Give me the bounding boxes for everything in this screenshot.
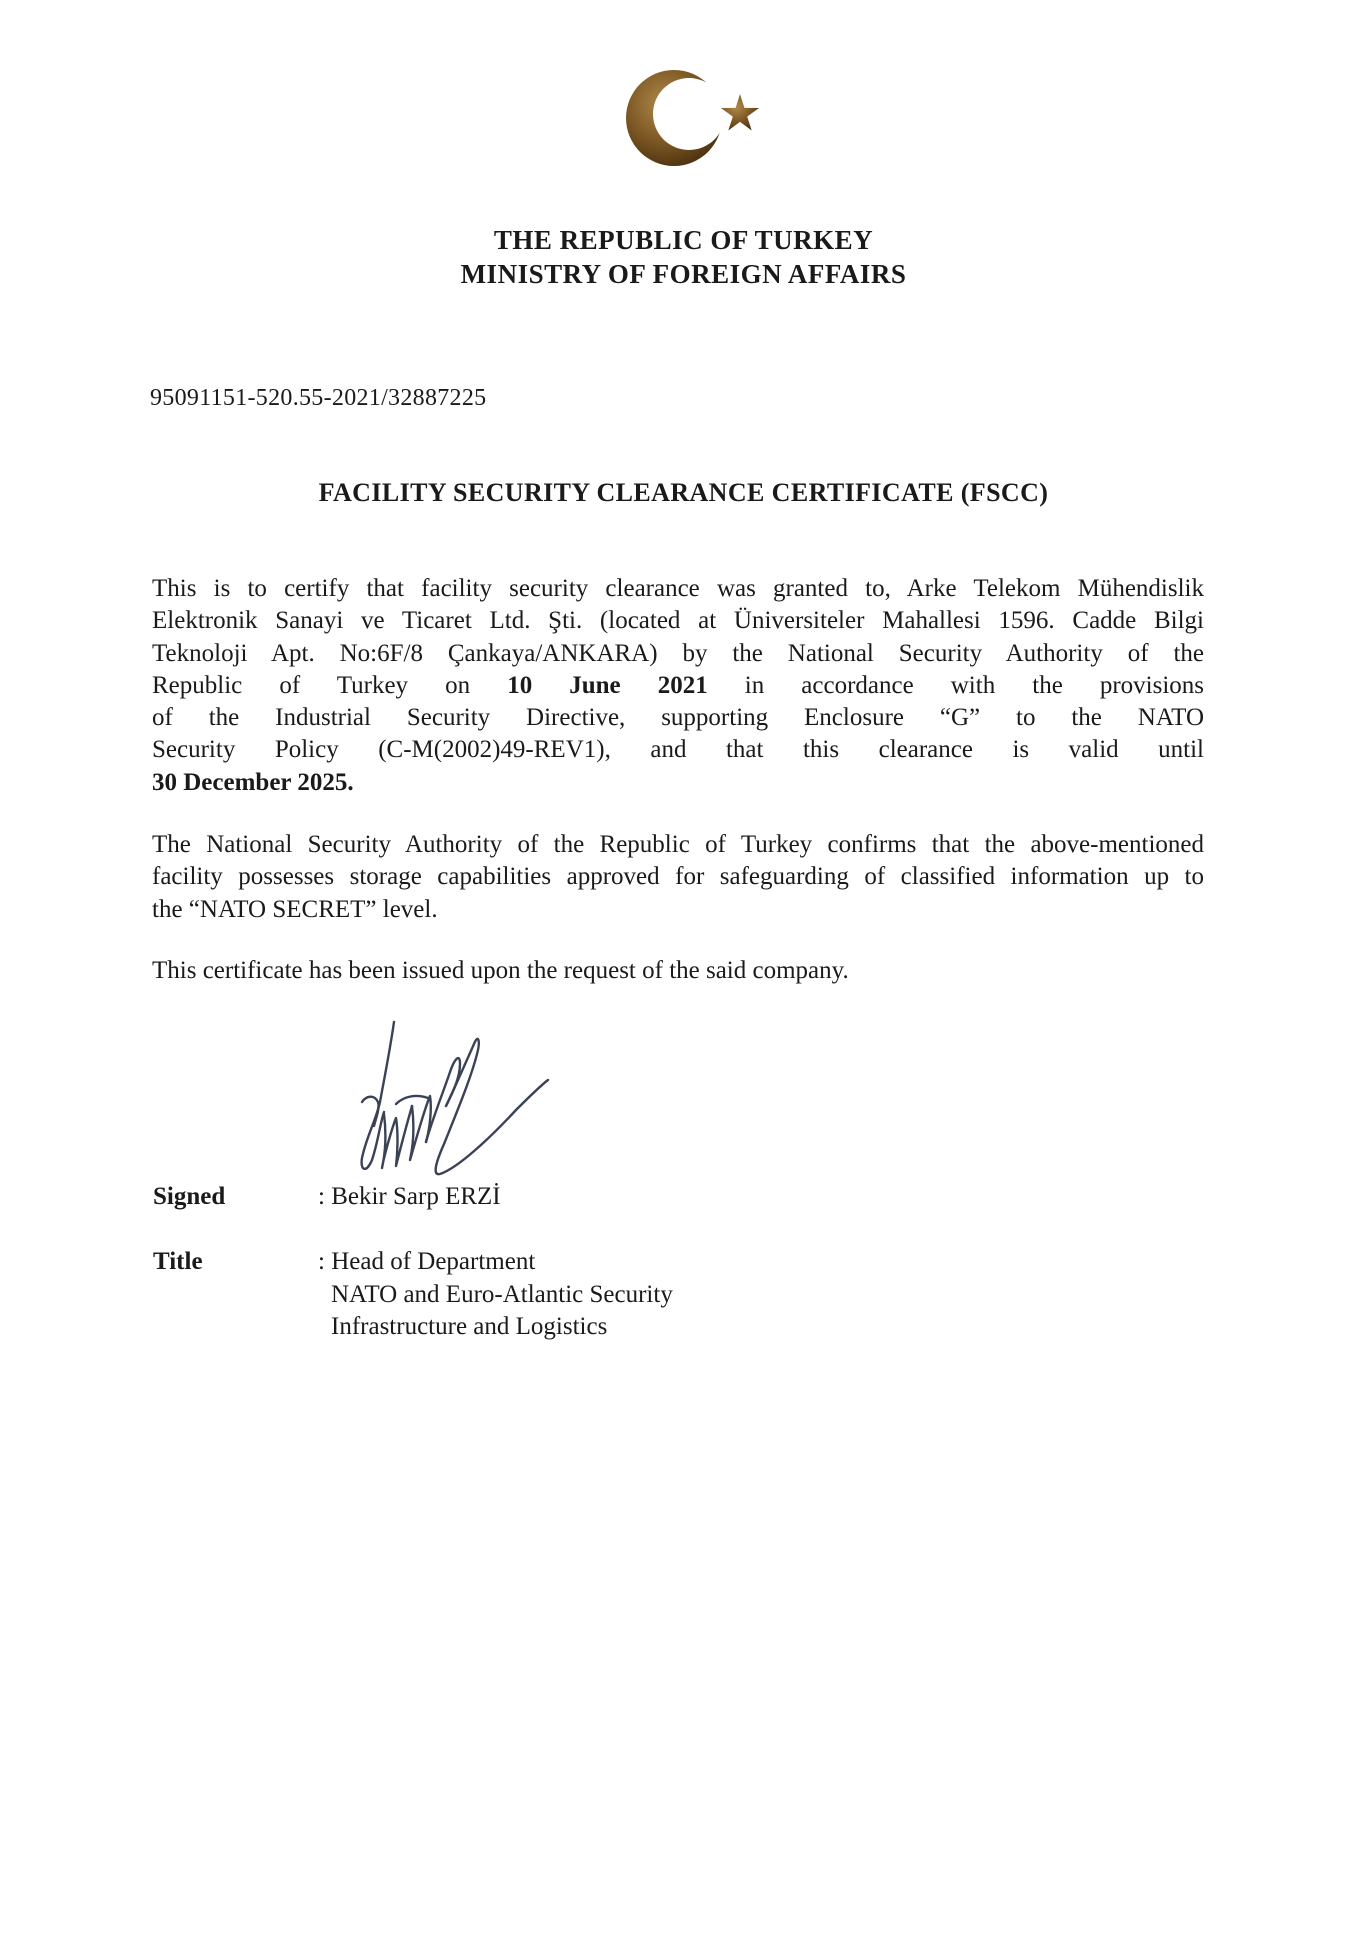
paragraph-line: facility possesses storage capabilities approved for safeguarding of classified information up to [152,863,1204,891]
title-line: : Head of Department [318,1248,536,1275]
paragraph-line: This is to certify that facility security clearance was granted to, Arke Telekom Mühendislik [152,575,1204,602]
paragraph-line: the “NATO SECRET” level. [152,895,438,923]
country-heading: THE REPUBLIC OF TURKEY [493,225,874,255]
signatory-title [318,1246,673,1344]
paragraph-line: of the Industrial Security Directive, supporting Enclosure “G” to the NATO [152,704,1204,732]
expiry-date: 30 December 2025. [152,768,354,796]
paragraph-line: This certificate has been issued upon the request of the said company. [152,957,849,984]
title-line: Infrastructure and Logistics [331,1313,608,1340]
issuance-paragraph [152,955,1204,987]
paragraph-line [152,767,1204,799]
signatory-name: : Bekir Sarp ERZİ [318,1183,501,1210]
paragraph-line: Elektronik Sanayi ve Ticaret Ltd. Şti. (located at Üniversiteler Mahallesi 1596. Cadde Bilgi [152,607,1204,635]
crescent-star-emblem [612,60,772,180]
paragraph-line: Security Policy (C-M(2002)49-REV1), and that this clearance is valid until [152,736,1204,764]
paragraph-line [152,670,1204,702]
grant-date: 10 June 2021 [507,671,708,699]
paragraph-text: Republic of Turkey on [152,671,471,699]
document-title: FACILITY SECURITY CLEARANCE CERTIFICATE (FSCC) [318,478,1049,507]
storage-paragraph [152,829,1204,926]
title-label: Title [153,1248,203,1275]
paragraph-line: Teknoloji Apt. No:6F/8 Çankaya/ANKARA) by the National Security Authority of the [152,639,1204,667]
crescent-icon [626,70,722,166]
handwritten-signature [340,1010,560,1190]
signed-label: Signed [153,1183,226,1210]
certification-paragraph [152,573,1204,799]
reference-number: 95091151-520.55-2021/32887225 [150,385,487,411]
paragraph-text: in accordance with the provisions [744,671,1204,699]
paragraph-line: The National Security Authority of the Republic of Turkey confirms that the above-mentioned [152,831,1204,858]
title-line: NATO and Euro-Atlantic Security [331,1280,673,1308]
star-icon [721,94,759,131]
ministry-heading: MINISTRY OF FOREIGN AFFAIRS [460,259,907,289]
